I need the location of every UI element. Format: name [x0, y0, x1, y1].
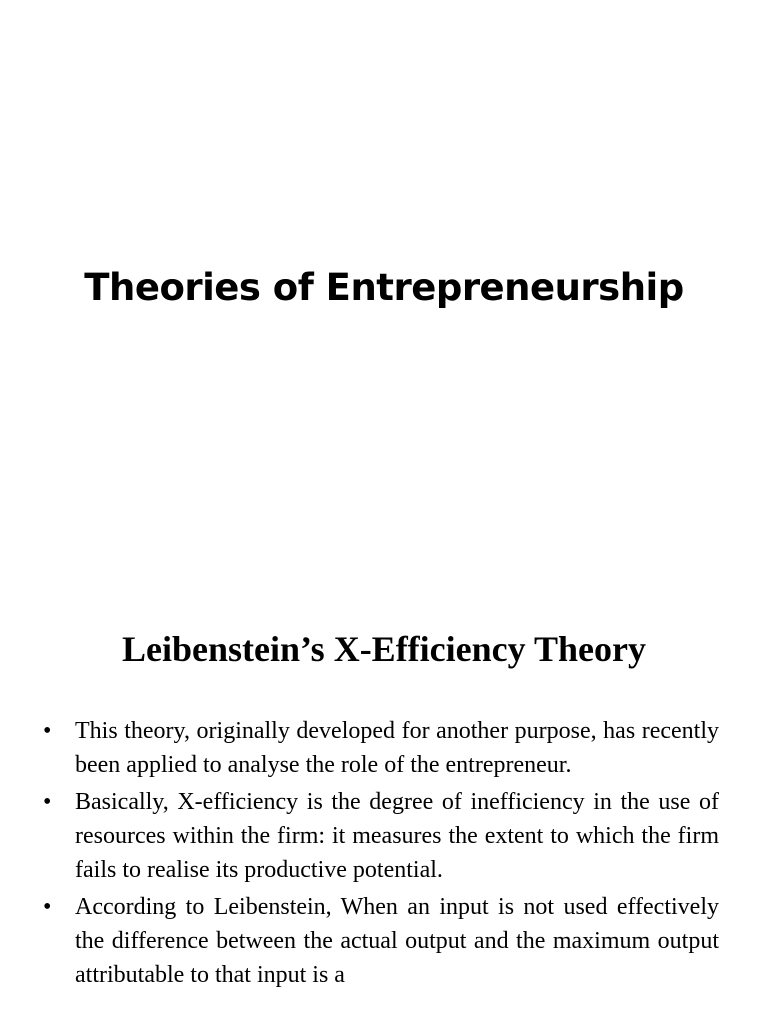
bullet-text: Basically, X-efficiency is the degree of inefficiency in the use of resources within the firm: it measures the extent to which the firm fails to realise its productive potential.	[75, 789, 719, 883]
slide-heading: Leibenstein’s X-Efficiency Theory	[122, 629, 646, 669]
bullet-icon: •	[43, 789, 52, 815]
bullet-item	[43, 890, 719, 992]
slide-title: Theories of Entrepreneurship	[84, 266, 684, 309]
bullet-text: According to Leibenstein, When an input is not used effectively the difference between the actual output and the maximum output attributable to that input is a	[75, 894, 719, 988]
bullet-icon: •	[43, 894, 52, 920]
bullet-text: This theory, originally developed for another purpose, has recently been applied to analyse the role of the entrepreneur.	[75, 718, 719, 778]
bullet-item	[43, 785, 719, 887]
content-slide	[0, 576, 768, 1024]
bullet-icon: •	[43, 718, 52, 744]
bullet-item	[43, 714, 719, 782]
bullet-list	[43, 714, 719, 995]
